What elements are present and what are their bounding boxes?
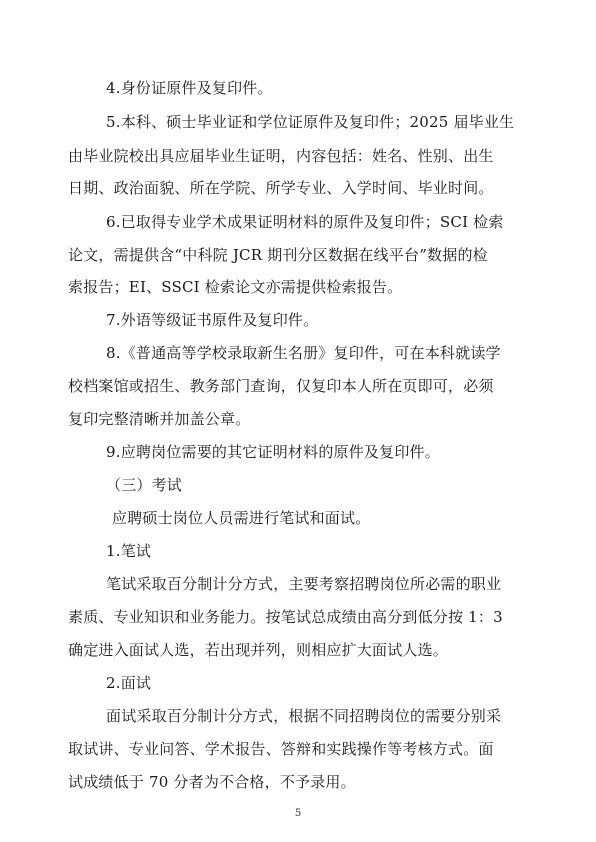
paragraph-line: 5.本科、硕士毕业证和学位证原件及复印件；2025 届毕业生 [106, 113, 515, 131]
paragraph-line: 笔试采取百分制计分方式，主要考察招聘岗位所必需的职业 [106, 575, 502, 593]
paragraph-line: 日期、政治面貌、所在学院、所学专业、入学时间、毕业时间。 [68, 179, 494, 197]
paragraph-line: 复印完整清晰并加盖公章。 [68, 410, 251, 428]
paragraph-line: 素质、专业知识和业务能力。按笔试总成绩由高分到低分按 1：3 [68, 608, 503, 626]
paragraph-line: 论文，需提供含“中科院 JCR 期刊分区数据在线平台”数据的检 [68, 246, 488, 264]
paragraph-line: 确定进入面试人选，若出现并列，则相应扩大面试人选。 [68, 641, 449, 659]
paragraph-line: 索报告；EI、SSCI 检索论文亦需提供检索报告。 [68, 278, 403, 296]
paragraph-line: 试成绩低于 70 分者为不合格，不予录用。 [68, 773, 356, 791]
subsection-heading: 1.笔试 [106, 542, 152, 560]
paragraph-line: 校档案馆或招生、教务部门查询，仅复印本人所在页即可，必须 [68, 377, 494, 395]
paragraph-line: 应聘硕士岗位人员需进行笔试和面试。 [112, 509, 371, 527]
subsection-heading: 2.面试 [106, 674, 152, 692]
paragraph-line: 6.已取得专业学术成果证明材料的原件及复印件；SCI 检索 [106, 213, 504, 231]
paragraph-line: 由毕业院校出具应届毕业生证明，内容包括：姓名、性别、出生 [68, 147, 494, 165]
paragraph-line: 4.身份证原件及复印件。 [106, 79, 273, 97]
page-number: 5 [294, 808, 302, 819]
paragraph-line: 面试采取百分制计分方式，根据不同招聘岗位的需要分别采 [106, 707, 502, 725]
paragraph-line: 8.《普通高等学校录取新生名册》复印件，可在本科就读学 [106, 344, 501, 362]
section-heading: （三）考试 [106, 476, 183, 494]
paragraph-line: 9.应聘岗位需要的其它证明材料的原件及复印件。 [106, 443, 440, 461]
paragraph-line: 取试讲、专业问答、学术报告、答辩和实践操作等考核方式。面 [68, 740, 494, 758]
paragraph-line: 7.外语等级证书原件及复印件。 [106, 311, 319, 329]
